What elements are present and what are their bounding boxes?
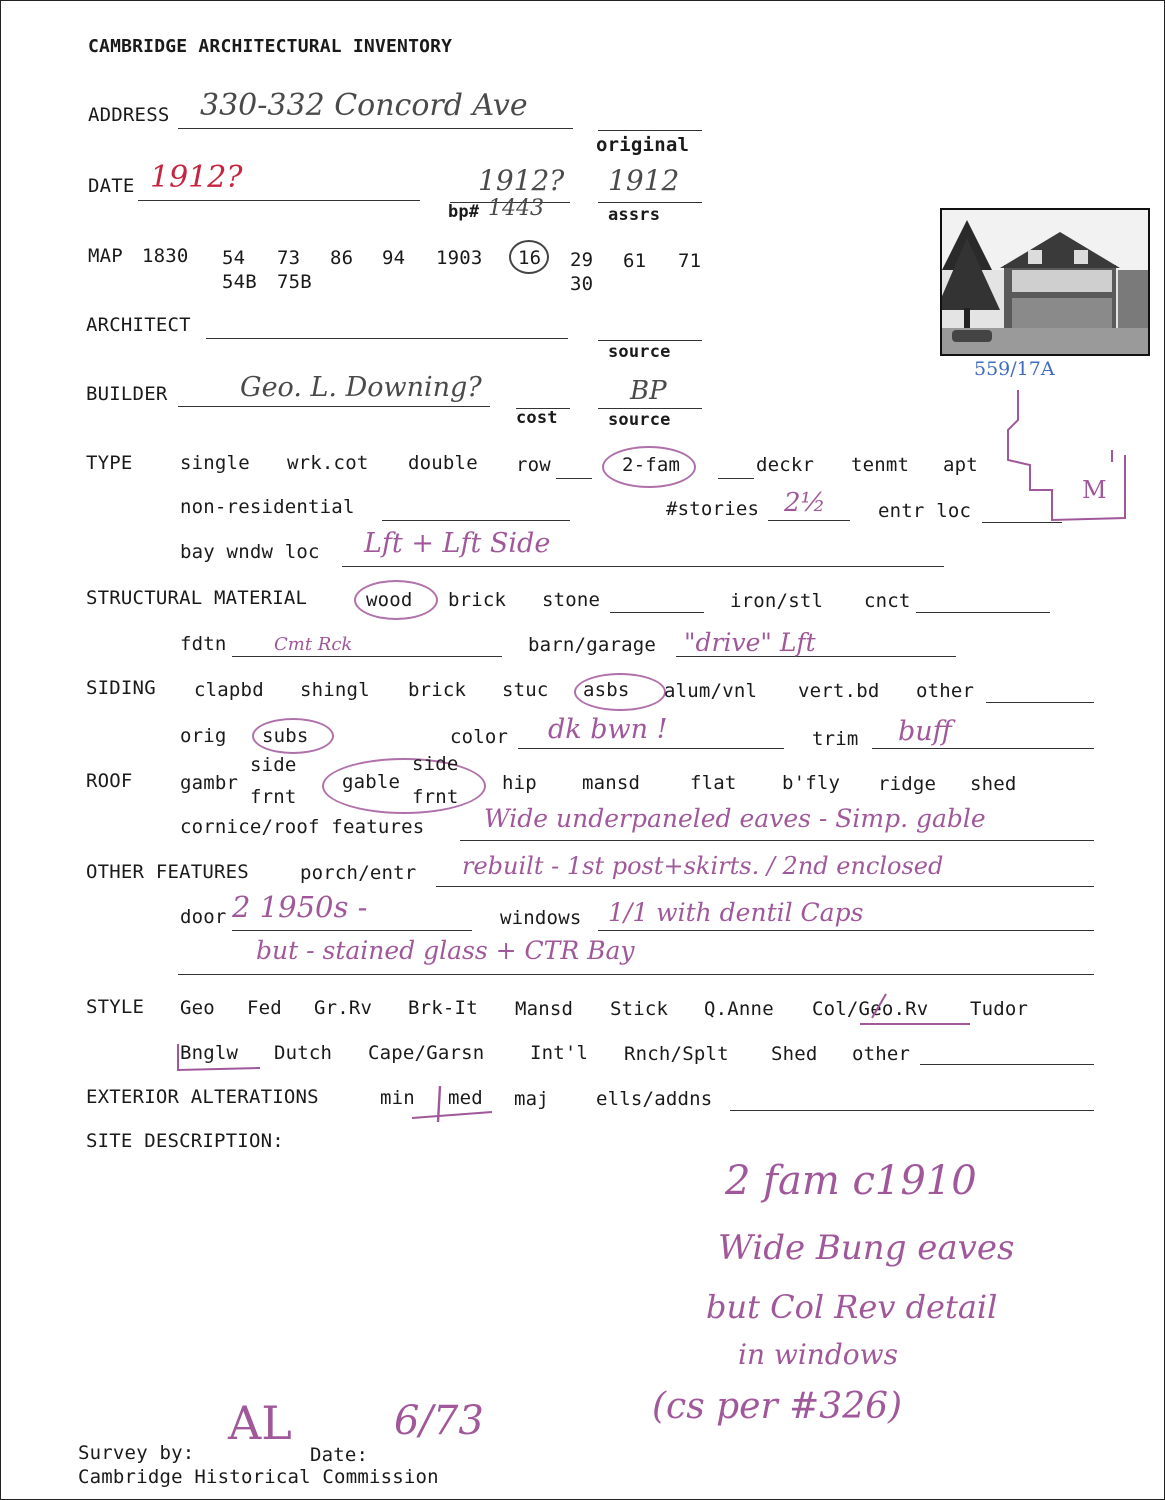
footprint-sketch	[1000, 370, 1135, 530]
builder-source-line	[598, 408, 702, 409]
builder-source-label: source	[608, 410, 671, 430]
other-features-extra-line	[178, 974, 1094, 975]
style-dutch: Dutch	[274, 1042, 333, 1064]
architect-label: ARCHITECT	[86, 314, 191, 336]
map-1830: 1830	[142, 245, 189, 267]
entr-loc-label: entr loc	[878, 500, 972, 522]
stories-line	[768, 520, 850, 521]
siding-subs-label: subs	[262, 725, 309, 747]
site-description-label: SITE DESCRIPTION:	[86, 1130, 284, 1152]
bp-date-value: 1912?	[478, 164, 565, 197]
map-30: 30	[570, 273, 594, 295]
structural-stone: stone	[542, 589, 601, 611]
site-note-4: in windows	[738, 1338, 898, 1371]
type-row: row	[516, 454, 551, 476]
roof-gable-circle	[322, 758, 486, 814]
site-note-1: 2 fam c1910	[725, 1158, 977, 1204]
door-line	[232, 930, 472, 931]
cornice-label: cornice/roof features	[180, 816, 425, 838]
style-gr-rv: Gr.Rv	[314, 997, 373, 1019]
fdtn-line	[232, 656, 502, 657]
roof-shed: shed	[970, 773, 1017, 795]
map-86: 86	[330, 247, 354, 269]
map-61: 61	[623, 250, 647, 272]
survey-date-label: Date:	[310, 1444, 369, 1466]
type-tenmt: tenmt	[851, 454, 910, 476]
ells-addns-label: ells/addns	[596, 1088, 713, 1110]
style-fed: Fed	[247, 997, 282, 1019]
style-tudor: Tudor	[970, 998, 1029, 1020]
architect-source-label: source	[608, 342, 671, 362]
style-bnglw-mark	[170, 1036, 270, 1076]
address-line	[178, 128, 573, 129]
siding-brick: brick	[408, 679, 467, 701]
survey-by-label: Survey by:	[78, 1442, 195, 1464]
siding-shingl: shingl	[300, 679, 370, 701]
ells-addns-line	[730, 1110, 1094, 1111]
style-other-line	[920, 1064, 1094, 1065]
original-label: original	[596, 134, 690, 156]
bp-label: bp#	[448, 202, 480, 222]
door-value: 2 1950s -	[232, 890, 368, 924]
map-label: MAP	[88, 245, 123, 267]
type-row-line	[556, 478, 592, 479]
map-73: 73	[277, 247, 301, 269]
porch-label: porch/entr	[300, 862, 417, 884]
assrs-line	[598, 202, 702, 203]
alterations-min: min	[380, 1087, 415, 1109]
roof-gambr: gambr	[180, 772, 239, 794]
bay-window-line	[342, 566, 944, 567]
windows-line	[598, 930, 1094, 931]
siding-other-line	[986, 702, 1094, 703]
type-apt: apt	[943, 454, 978, 476]
builder-line	[178, 406, 490, 407]
builder-label: BUILDER	[86, 383, 168, 405]
bay-window-label: bay wndw loc	[180, 541, 320, 563]
color-value: dk bwn !	[548, 714, 668, 745]
other-features-extra-value: but - stained glass + CTR Bay	[256, 936, 635, 965]
type-2-fam-circle	[602, 446, 696, 488]
roof-bfly: b'fly	[782, 772, 841, 794]
structural-brick: brick	[448, 589, 507, 611]
type-deckr-line	[718, 478, 754, 479]
style-rnch-splt: Rnch/Splt	[624, 1043, 729, 1065]
style-col-geo-rv-mark	[850, 990, 980, 1030]
map-54b: 54B	[222, 271, 257, 293]
alterations-med: med	[448, 1087, 483, 1109]
style-mansd: Mansd	[515, 998, 574, 1020]
porch-value: rebuilt - 1st post+skirts. / 2nd enclosed	[462, 852, 944, 880]
barn-garage-label: barn/garage	[528, 634, 657, 656]
windows-label: windows	[500, 907, 582, 929]
siding-other: other	[916, 680, 975, 702]
date-label: DATE	[88, 175, 135, 197]
siding-asbs-circle	[574, 673, 666, 711]
structural-iron: iron/stl	[730, 590, 824, 612]
map-16: 16	[518, 247, 542, 269]
siding-orig-label: orig	[180, 725, 227, 747]
architect-source-line	[598, 340, 702, 341]
assrs-label: assrs	[608, 205, 661, 225]
map-29: 29	[570, 249, 594, 271]
map-54: 54	[222, 247, 246, 269]
site-note-2: Wide Bung eaves	[718, 1228, 1015, 1268]
address-value: 330-332 Concord Ave	[200, 88, 528, 123]
siding-subs-circle	[252, 718, 334, 754]
trim-label: trim	[812, 728, 859, 750]
roof-hip: hip	[502, 772, 537, 794]
alterations-label: EXTERIOR ALTERATIONS	[86, 1086, 319, 1108]
type-label: TYPE	[86, 452, 133, 474]
roof-flat: flat	[690, 772, 737, 794]
style-geo: Geo	[180, 997, 215, 1019]
structural-label: STRUCTURAL MATERIAL	[86, 587, 308, 609]
style-brk-it: Brk-It	[408, 997, 478, 1019]
style-bnglw: Bnglw	[180, 1042, 239, 1064]
siding-stuc: stuc	[502, 679, 549, 701]
structural-cnct: cnct	[864, 590, 911, 612]
non-residential-line	[382, 520, 570, 521]
color-label: color	[450, 726, 509, 748]
structural-wood-circle	[354, 580, 438, 620]
builder-value: Geo. L. Downing?	[240, 372, 482, 403]
alterations-med-mark	[408, 1080, 498, 1128]
siding-clapbd: clapbd	[194, 679, 264, 701]
roof-frnt-2: frnt	[412, 786, 459, 808]
structural-cnct-line	[916, 612, 1050, 613]
address-label: ADDRESS	[88, 104, 170, 126]
map-94: 94	[382, 247, 406, 269]
style-label: STYLE	[86, 996, 145, 1018]
cornice-value: Wide underpaneled eaves - Simp. gable	[484, 804, 986, 833]
assrs-value: 1912	[608, 164, 680, 197]
map-16-circle	[509, 240, 549, 274]
type-deckr: deckr	[756, 454, 815, 476]
alterations-maj: maj	[514, 1088, 549, 1110]
non-residential-label: non-residential	[180, 496, 355, 518]
roof-ridge: ridge	[878, 773, 937, 795]
site-note-3: but Col Rev detail	[706, 1288, 998, 1326]
survey-date-value: 6/73	[394, 1398, 484, 1444]
color-line	[518, 748, 784, 749]
other-features-label: OTHER FEATURES	[86, 861, 249, 883]
bay-window-value: Lft + Lft Side	[364, 528, 551, 559]
siding-asbs: asbs	[583, 679, 630, 701]
roof-frnt-1: frnt	[250, 786, 297, 808]
type-double: double	[408, 452, 478, 474]
structural-wood: wood	[366, 589, 413, 611]
windows-value: 1/1 with dentil Caps	[608, 898, 864, 927]
map-1903: 1903	[436, 247, 483, 269]
door-label: door	[180, 906, 227, 928]
map-75b: 75B	[277, 271, 312, 293]
style-stick: Stick	[610, 998, 669, 1020]
bp-value: 1443	[488, 196, 544, 221]
trim-value: buff	[898, 716, 952, 747]
photo-caption: 559/17A	[974, 358, 1055, 380]
barn-garage-value: "drive" Lft	[684, 628, 816, 657]
commission-name: Cambridge Historical Commission	[78, 1466, 439, 1488]
style-q-anne: Q.Anne	[704, 998, 774, 1020]
map-71: 71	[678, 250, 702, 272]
porch-line	[436, 886, 1094, 887]
stories-label: #stories	[666, 498, 760, 520]
date-value: 1912?	[150, 160, 243, 195]
type-wrk-cot: wrk.cot	[287, 452, 369, 474]
roof-gable: gable	[342, 771, 401, 793]
architect-line	[206, 338, 568, 339]
fdtn-label: fdtn	[180, 633, 227, 655]
roof-side-1: side	[250, 754, 297, 776]
style-shed: Shed	[771, 1043, 818, 1065]
cornice-line	[460, 840, 1094, 841]
type-2-fam: 2-fam	[622, 454, 681, 476]
cost-label: cost	[516, 408, 558, 428]
form-title: CAMBRIDGE ARCHITECTURAL INVENTORY	[88, 36, 453, 57]
siding-alum-vnl: alum/vnl	[664, 680, 758, 702]
siding-vert-bd: vert.bd	[798, 680, 880, 702]
fdtn-value: Cmt Rck	[274, 634, 353, 655]
roof-mansd: mansd	[582, 772, 641, 794]
survey-by-value: AL	[228, 1396, 292, 1450]
style-other: other	[852, 1043, 911, 1065]
style-intl: Int'l	[530, 1042, 589, 1064]
siding-label: SIDING	[86, 677, 156, 699]
roof-side-2: side	[412, 753, 459, 775]
date-line	[138, 200, 420, 201]
style-col-geo-rv: Col/Geo.Rv	[812, 998, 929, 1020]
stories-value: 2½	[784, 488, 826, 518]
structural-stone-line	[610, 612, 704, 613]
style-cape-garsn: Cape/Garsn	[368, 1042, 485, 1064]
builder-source-value: BP	[630, 376, 667, 406]
type-single: single	[180, 452, 250, 474]
original-top-line	[598, 130, 702, 131]
trim-line	[872, 748, 1094, 749]
site-note-5: (cs per #326)	[652, 1386, 903, 1427]
building-photo	[940, 208, 1150, 356]
roof-label: ROOF	[86, 770, 133, 792]
entr-loc-value: M	[1082, 476, 1107, 504]
